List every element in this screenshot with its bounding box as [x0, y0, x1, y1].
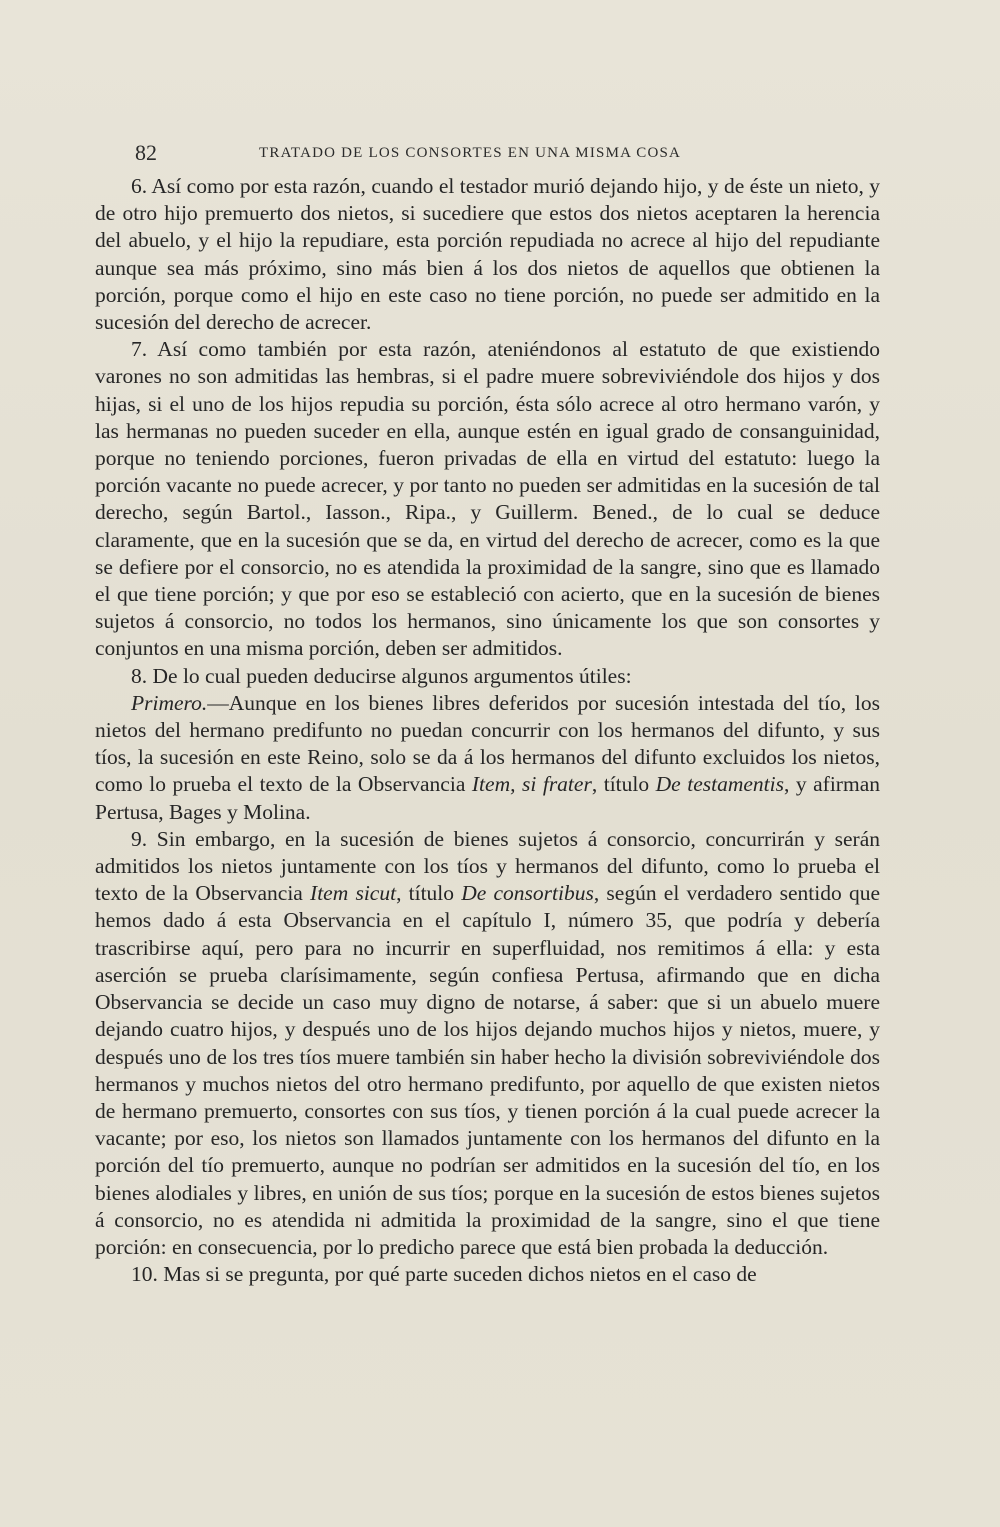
primero-heading: Primero.	[131, 690, 208, 715]
paragraph-6: 6. Así como por esta razón, cuando el testador murió dejando hijo, y de éste un nieto, y de otro hijo premuerto dos nietos, si sucediere que estos dos nietos aceptaren la herencia del abuelo, y el hijo la repudiare, esta porción repudiada no acrece al hijo del repudiante aunque sea más próximo, sino más bien á los dos nietos de aquellos que obtienen la porción, porque como el hijo en este caso no tiene porción, no puede ser admitido en la sucesión del derecho de acrecer.	[95, 174, 880, 335]
p9-text-1: 9. Sin embargo, en la sucesión de bienes sujetos á consorcio, concurrirán y serán admitidos los nietos juntamente con los tíos y hermanos del difunto, como lo prueba el texto de la Observancia	[95, 826, 880, 906]
paragraph-10: 10. Mas si se pregunta, por qué parte suceden dichos nietos en el caso de	[131, 1262, 757, 1287]
page-number: 82	[135, 140, 157, 165]
p9-text-3: , según el verdadero sentido que hemos dado á esta Observancia en el capítulo I, número 35, que podría y debería trascribirse aquí, pero para no incurrir en superfluidad, nos remitimos á ella: y esta aserción se prueba clarísimamente, según confiesa Pertusa, afirmando que en dicha Observancia se decide un caso muy digno de notarse, á saber: que si un abuelo muere dejando cuatro hijos, y después uno de los hijos dejando muchos hijos y nietos, muere, y después uno de los tres tíos muere también sin haber hecho la división sobreviviéndole dos hermanos y muchos nietos del otro hermano predifunto, por aquello de que existen nietos de hermano premuerto, consortes con sus tíos, y tienen porción á la cual puede acrecer la vacante; por eso, los nietos son llamados juntamente con los hermanos del difunto en la porción del tío premuerto, aunque no podrían ser admitidos en la sucesión del tío, en los bienes alodiales y libres, en unión de sus tíos; porque en la sucesión de estos bienes sujetos á consorcio, no es atendida ni admitida la proximidad de la sangre, sino el que tiene porción: en consecuencia, por lo predicho parece que está bien probada la deducción.	[95, 881, 880, 1259]
page-header	[135, 140, 715, 170]
running-head: TRATADO DE LOS CONSORTES EN UNA MISMA COSA	[259, 145, 682, 161]
primero-text-3: , y afirman Pertusa, Bages y Molina.	[95, 772, 880, 824]
paragraph-primero	[95, 690, 880, 826]
citation-item-sicut: Item sicut	[310, 881, 397, 906]
citation-de-consortibus: De consortibus	[461, 881, 594, 906]
primero-text-1: —Aunque en los bienes libres deferidos por sucesión intestada del tío, los nietos del hermano predifunto no puedan concurrir con los hermanos del difunto, y sus tíos, la sucesión en este Reino, solo se da á los hermanos del difunto excluidos los nietos, como lo prueba el texto de la Observancia	[95, 690, 880, 797]
body-text	[95, 173, 880, 1288]
paragraph-7: 7. Así como también por esta razón, ateniéndonos al estatuto de que existiendo varones no son admitidas las hembras, si el padre muere sobreviviéndole dos hijos y dos hijas, si el uno de los hijos repudia su porción, ésta sólo acrece al otro hermano varón, y las hermanas no pueden suceder en ella, aunque estén en igual grado de consanguinidad, porque no teniendo porciones, fueron privadas de ella en virtud del estatuto: luego la porción vacante no puede acrecer, y por tanto no pueden ser admitidas en la sucesión de tal derecho, según Bartol., Iasson., Ripa., y Guillerm. Bened., de lo cual se deduce claramente, que en la sucesión que se da, en virtud del derecho de acrecer, como es la que se defiere por el consorcio, no es atendida la proximidad de la sangre, sino que es llamado el que tiene porción; y que por eso se estableció con acierto, que en la sucesión de bienes sujetos á consorcio, no todos los hermanos, sino únicamente los que son consortes y conjuntos en una misma porción, deben ser admitidos.	[95, 337, 880, 661]
paragraph-8: 8. De lo cual pueden deducirse algunos argumentos útiles:	[131, 663, 632, 688]
paragraph-9	[95, 826, 880, 1261]
primero-text-2: , título	[591, 772, 656, 797]
citation-de-testamentis: De testamentis	[655, 772, 784, 797]
p9-text-2: , título	[396, 881, 462, 906]
citation-item-si-frater: Item, si frater	[471, 772, 592, 797]
